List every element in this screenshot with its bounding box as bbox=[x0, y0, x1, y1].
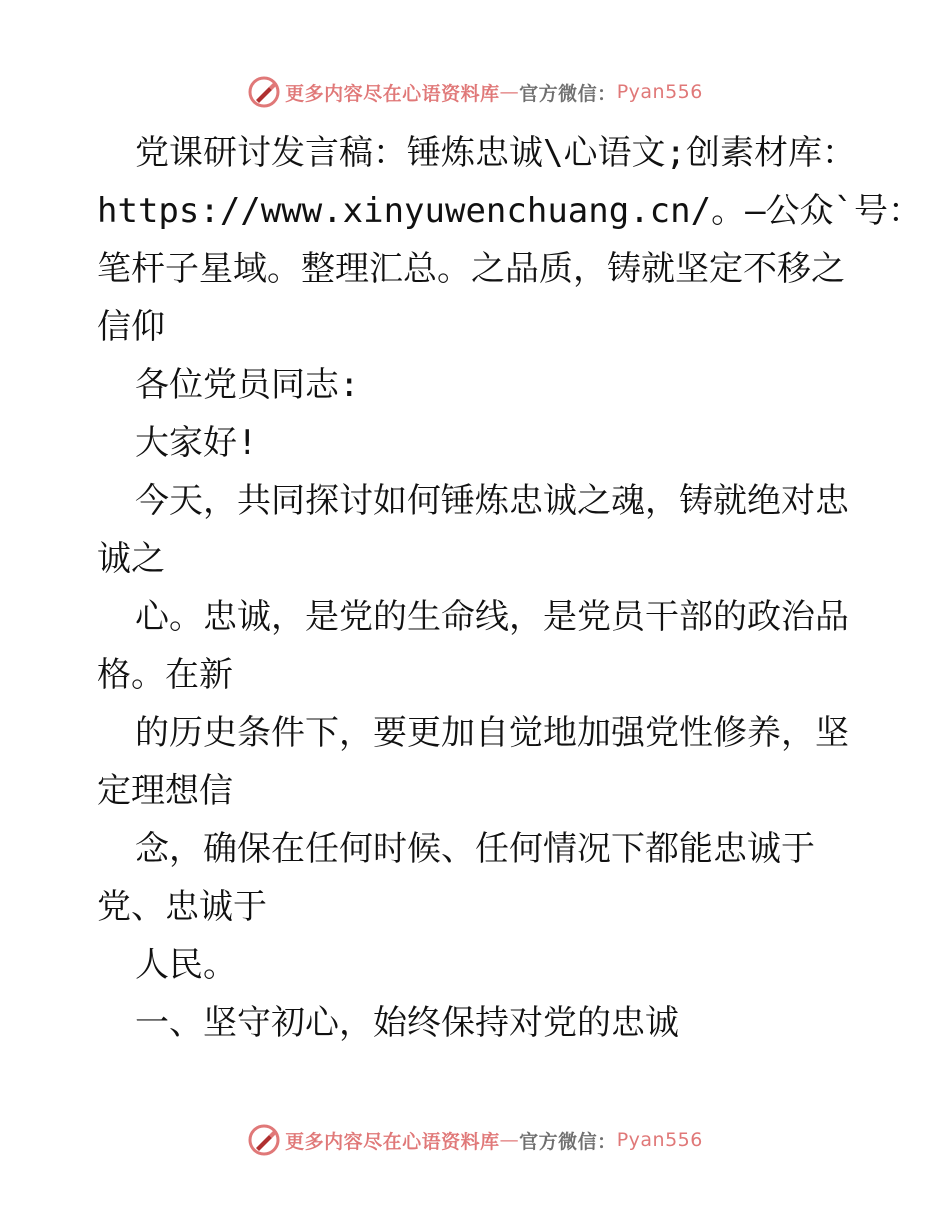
banner-separator: — bbox=[499, 81, 520, 103]
banner-separator: — bbox=[499, 1129, 520, 1151]
banner-handle: Pyan556 bbox=[616, 81, 703, 103]
paragraph-line: 诚之 bbox=[97, 539, 165, 579]
banner-brand: 更多内容尽在心语资料库 bbox=[285, 82, 500, 105]
pen-logo-icon bbox=[247, 1123, 281, 1157]
section-heading: 一、坚守初心，始终保持对党的忠诚 bbox=[135, 1003, 679, 1043]
paragraph-line: 的历史条件下，要更加自觉地加强党性修养，坚 bbox=[135, 713, 849, 753]
salutation: 各位党员同志: bbox=[135, 365, 360, 405]
banner-label: 官方微信： bbox=[519, 82, 617, 105]
paragraph-line: 念，确保在任何时候、任何情况下都能忠诚于 bbox=[135, 829, 815, 869]
title-line: https://www.xinyuwenchuang.cn/。—公众`号： bbox=[97, 191, 923, 231]
paragraph-line: 心。忠诚，是党的生命线，是党员干部的政治品 bbox=[135, 597, 849, 637]
title-line: 信仰 bbox=[97, 307, 165, 347]
paragraph-line: 党、忠诚于 bbox=[97, 887, 267, 927]
paragraph-line: 人民。 bbox=[135, 945, 237, 985]
banner-brand: 更多内容尽在心语资料库 bbox=[285, 1130, 500, 1153]
title-line: 党课研讨发言稿：锤炼忠诚\心语文;创素材库： bbox=[135, 133, 856, 173]
greeting: 大家好! bbox=[135, 423, 258, 463]
paragraph-line: 格。在新 bbox=[97, 655, 233, 695]
pen-logo-icon bbox=[247, 75, 281, 109]
paragraph-line: 今天，共同探讨如何锤炼忠诚之魂，铸就绝对忠 bbox=[135, 481, 849, 521]
document-body bbox=[97, 124, 923, 1052]
banner-label: 官方微信： bbox=[519, 1130, 617, 1153]
footer-banner bbox=[0, 1120, 950, 1160]
header-banner bbox=[0, 72, 950, 112]
title-line: 笔杆子星域。整理汇总。之品质，铸就坚定不移之 bbox=[97, 249, 845, 289]
banner-handle: Pyan556 bbox=[616, 1129, 703, 1151]
paragraph-line: 定理想信 bbox=[97, 771, 233, 811]
